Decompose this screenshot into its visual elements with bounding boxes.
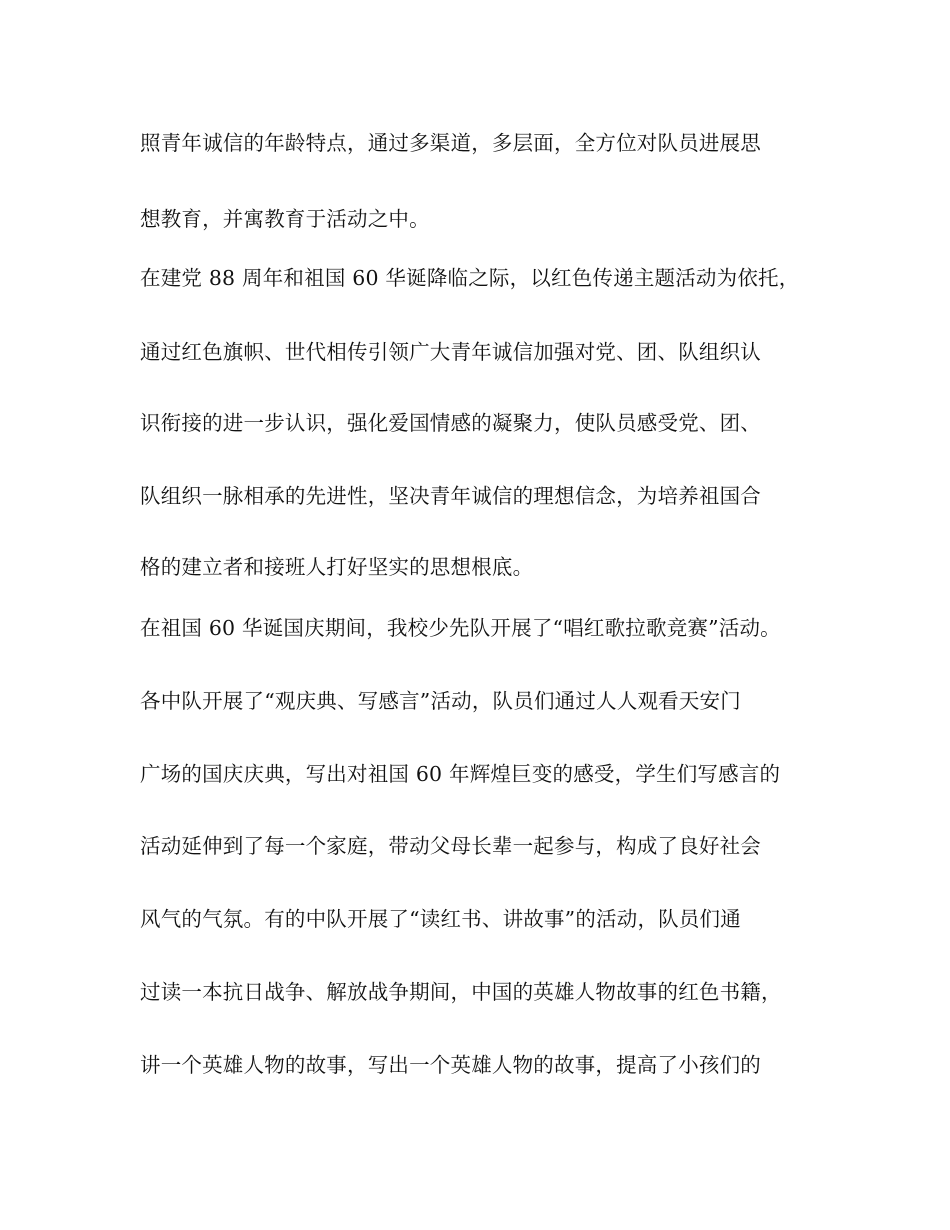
text-line: 广场的国庆庆典，写出对祖国 60 年辉煌巨变的感受，学生们写感言的	[140, 762, 781, 786]
text-line: 照青年诚信的年龄特点，通过多渠道，多层面，全方位对队员进展思	[140, 131, 761, 155]
text-line: 队组织一脉相承的先进性，坚决青年诚信的理想信念，为培养祖国合	[140, 484, 761, 508]
text-line: 在祖国 60 华诞国庆期间，我校少先队开展了“唱红歌拉歌竞赛”活动。	[140, 616, 781, 640]
text-line: 过读一本抗日战争、解放战争期间，中国的英雄人物故事的红色书籍，	[140, 980, 782, 1004]
text-line: 在建党 88 周年和祖国 60 华诞降临之际，以红色传递主题活动为依托，	[140, 266, 800, 290]
text-line: 识衔接的进一步认识，强化爱国情感的凝聚力，使队员感受党、团、	[140, 411, 761, 435]
text-line: 风气的气氛。有的中队开展了“读红书、讲故事”的活动，队员们通	[140, 907, 741, 931]
text-line: 通过红色旗帜、世代相传引领广大青年诚信加强对党、团、队组织认	[140, 340, 761, 364]
text-line: 各中队开展了“观庆典、写感言”活动，队员们通过人人观看天安门	[140, 689, 741, 713]
text-line: 格的建立者和接班人打好坚实的思想根底。	[140, 555, 534, 579]
text-line: 讲一个英雄人物的故事，写出一个英雄人物的故事，提高了小孩们的	[140, 1053, 761, 1077]
text-line: 想教育，并寓教育于活动之中。	[140, 207, 430, 231]
text-line: 活动延伸到了每一个家庭，带动父母长辈一起参与，构成了良好社会	[140, 834, 761, 858]
